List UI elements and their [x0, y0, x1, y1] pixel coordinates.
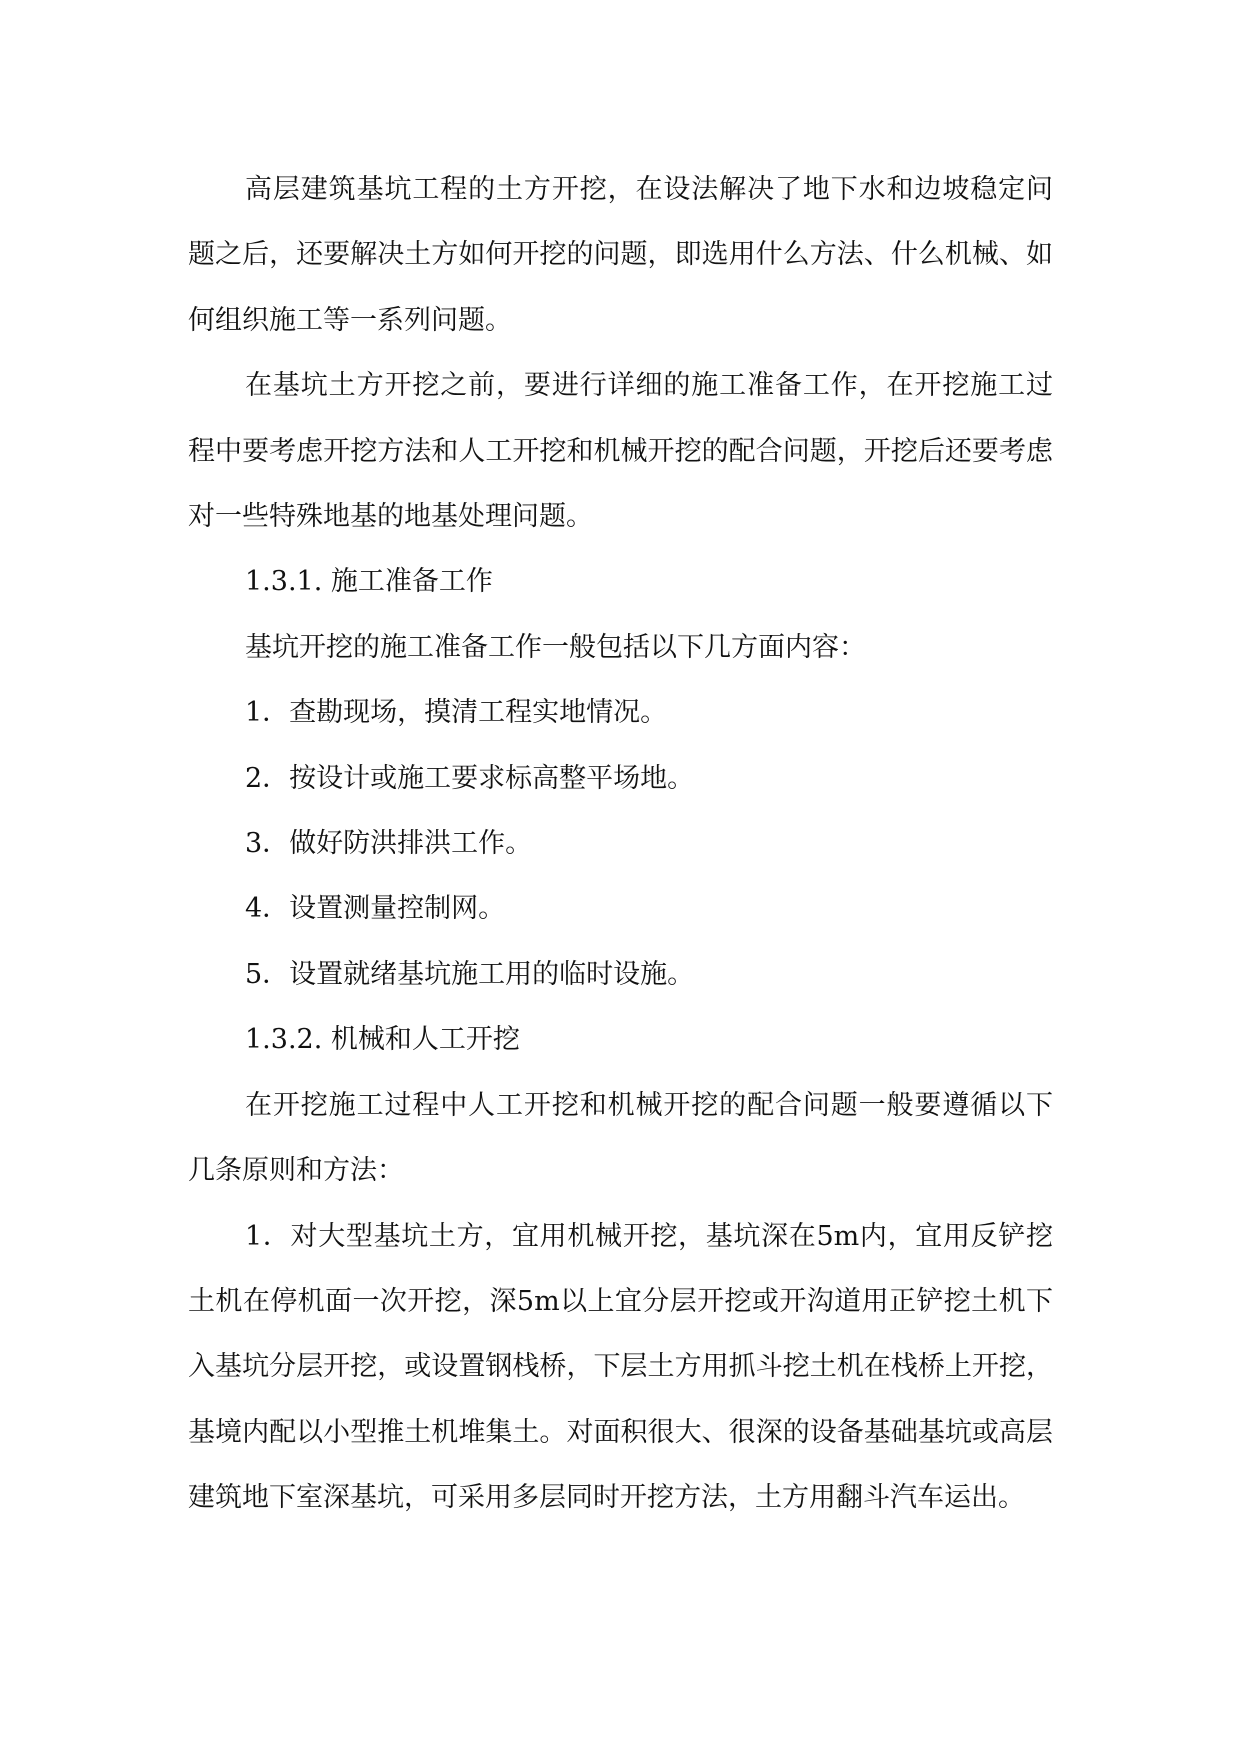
list-item: 1．对大型基坑土方，宜用机械开挖，基坑深在5m内，宜用反铲挖土机在停机面一次开挖，深5m以上宜分层开挖或开沟道用正铲挖土机下入基坑分层开挖，或设置钢栈桥，下层土方用抓斗挖土机在栈桥上开挖，基境内配以小型推土机堆集土。对面积很大、很深的设备基础基坑或高层建筑地下室深基坑，可采用多层同时开挖方法，土方用翻斗汽车运出。 — [188, 1220, 1053, 1514]
paragraph-intro: 高层建筑基坑工程的土方开挖，在设法解决了地下水和边坡稳定问题之后，还要解决土方如何开挖的问题，即选用什么方法、什么机械、如何组织施工等一系列问题。 — [188, 174, 1053, 336]
list-item: 4．设置测量控制网。 — [245, 893, 506, 925]
list-item: 2．按设计或施工要求标高整平场地。 — [245, 762, 695, 794]
section-heading-excavation: 1.3.2. 机械和人工开挖 — [245, 1024, 520, 1056]
paragraph-preparation-overview: 在基坑土方开挖之前，要进行详细的施工准备工作，在开挖施工过程中要考虑开挖方法和人工开挖和机械开挖的配合问题，开挖后还要考虑对一些特殊地基的地基处理问题。 — [188, 370, 1053, 533]
list-item: 1．查勘现场，摸清工程实地情况。 — [245, 697, 668, 729]
section-intro-excavation: 在开挖施工过程中人工开挖和机械开挖的配合问题一般要遵循以下几条原则和方法： — [188, 1089, 1053, 1187]
list-item: 3．做好防洪排洪工作。 — [245, 828, 533, 860]
section-heading-preparation: 1.3.1. 施工准备工作 — [245, 566, 493, 598]
document-body — [188, 157, 1053, 1531]
section-intro-preparation: 基坑开挖的施工准备工作一般包括以下几方面内容： — [245, 631, 866, 663]
list-item: 5．设置就绪基坑施工用的临时设施。 — [245, 958, 695, 990]
